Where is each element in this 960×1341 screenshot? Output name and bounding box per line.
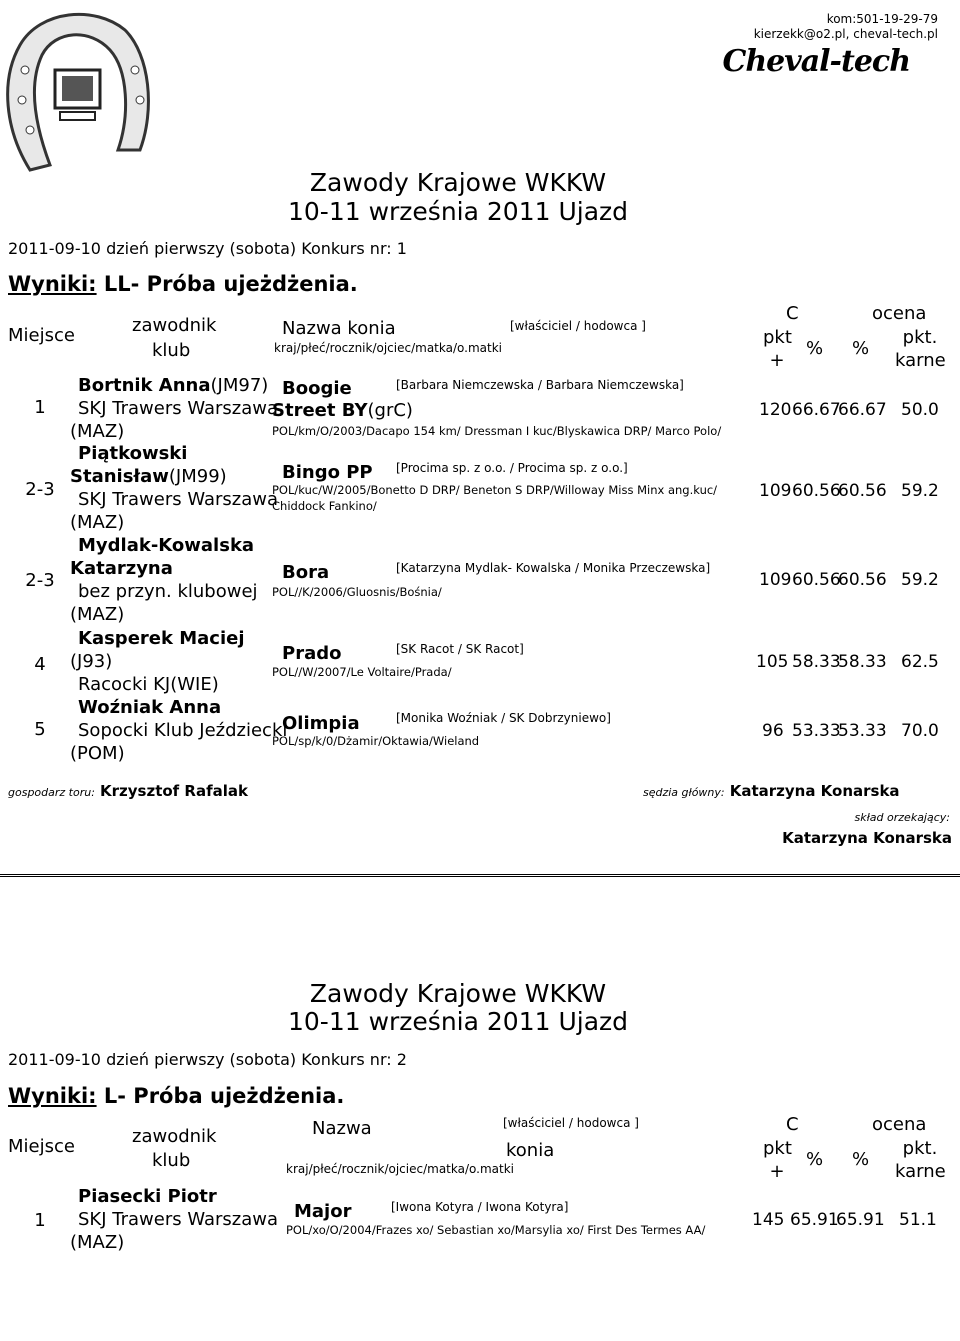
row-horse: Bingo PP (282, 462, 373, 483)
row-pct1: 65.91 (790, 1210, 839, 1230)
row-owner: [Iwona Kotyra / Iwona Kotyra] (391, 1200, 569, 1214)
row-pct1: 53.33 (792, 721, 841, 741)
row-info: POL//K/2006/Gluosnis/Bośnia/ (272, 585, 442, 599)
row-pkt: 109 (759, 570, 792, 590)
competition-date-place: 10-11 września 2011 Ujazd (287, 1007, 629, 1036)
col-ocena: ocena (872, 1114, 927, 1135)
sklad-label: skład orzekający: (854, 811, 950, 824)
row-karne: 59.2 (901, 481, 939, 501)
sklad-name: Katarzyna Konarska (782, 829, 952, 847)
day-line: 2011-09-10 dzień pierwszy (sobota) Konkurs nr: 2 (8, 1050, 407, 1069)
row-place: 2-3 (25, 479, 55, 500)
row-place: 2-3 (25, 570, 55, 591)
row-info-line2: Chiddock Fankino/ (272, 499, 377, 513)
row-pct2: 60.56 (838, 481, 887, 501)
row-rider: Mydlak-Kowalska Katarzyna bez przyn. klubowej (MAZ) (70, 535, 258, 625)
row-pct2: 53.33 (838, 721, 887, 741)
row-rider: Bortnik Anna(JM97) SKJ Trawers Warszawa (MAZ) (70, 375, 279, 442)
row-pkt: 120 (759, 400, 792, 420)
col-nazwa-konia: Nazwa konia (282, 318, 396, 339)
contact-emails: kierzekk@o2.pl, cheval-tech.pl (753, 27, 938, 41)
section-divider (0, 874, 960, 877)
col-zawodnik: zawodnik (132, 1126, 217, 1147)
row-pkt: 96 (762, 721, 784, 741)
row-pct1: 60.56 (792, 570, 841, 590)
row-rider: Kasperek Maciej (J93) Racocki KJ(WIE) (70, 628, 245, 695)
row-info: POL/sp/k/0/Dżamir/Oktawia/Wieland (272, 734, 480, 748)
row-info: POL/xo/O/2004/Frazes xo/ Sebastian xo/Marsylia xo/ First Des Termes AA/ (286, 1223, 706, 1237)
col-pct2: % (852, 338, 870, 359)
row-horse: Major (294, 1201, 352, 1222)
row-owner: [Barbara Niemczewska / Barbara Niemczewska] (396, 378, 684, 392)
col-zawodnik: zawodnik (132, 315, 217, 336)
row-karne: 51.1 (899, 1210, 937, 1230)
row-pct1: 66.67 (792, 400, 841, 420)
col-wlasciciel: [właściciel / hodowca ] (503, 1116, 639, 1130)
row-rider: Woźniak Anna Sopocki Klub Jeździecki (POM) (70, 697, 288, 764)
row-info: POL/kuc/W/2005/Bonetto D DRP/ Beneton S DRP/Willoway Miss Minx ang.kuc/ (272, 483, 718, 497)
row-owner: [SK Racot / SK Racot] (396, 642, 524, 656)
row-pct2: 66.67 (838, 400, 887, 420)
row-pct1: 58.33 (792, 652, 841, 672)
row-pct2: 58.33 (838, 652, 887, 672)
competition-title: Zawody Krajowe WKKW (309, 979, 607, 1008)
col-kraj: kraj/płeć/rocznik/ojciec/matka/o.matki (274, 341, 502, 355)
row-pct1: 60.56 (792, 481, 841, 501)
row-horse: Bora (282, 562, 330, 583)
col-konia: konia (506, 1140, 555, 1161)
col-miejsce: Miejsce (8, 1136, 75, 1157)
horseshoe-logo-icon (0, 0, 160, 180)
row-owner: [Katarzyna Mydlak- Kowalska / Monika Przeczewska] (396, 561, 711, 575)
row-pct2: 65.91 (836, 1210, 885, 1230)
row-karne: 70.0 (901, 721, 939, 741)
col-c: C (786, 303, 799, 324)
gospodarz-toru: gospodarz toru: Krzysztof Rafalak (8, 782, 248, 800)
col-pct1: % (806, 338, 824, 359)
results-heading: Wyniki: LL- Próba ujeżdżenia. (8, 272, 358, 296)
col-pkt-plus: pkt + (763, 1138, 792, 1182)
col-miejsce: Miejsce (8, 325, 75, 346)
row-karne: 50.0 (901, 400, 939, 420)
col-pct1: % (806, 1149, 824, 1170)
row-owner: [Monika Woźniak / SK Dobrzyniewo] (396, 711, 611, 725)
col-klub: klub (152, 340, 191, 361)
col-wlasciciel: [właściciel / hodowca ] (510, 319, 646, 333)
day-line: 2011-09-10 dzień pierwszy (sobota) Konkurs nr: 1 (8, 239, 407, 258)
row-info: POL//W/2007/Le Voltaire/Prada/ (272, 665, 452, 679)
results-heading: Wyniki: L- Próba ujeżdżenia. (8, 1084, 345, 1108)
row-karne: 59.2 (901, 570, 939, 590)
row-pct2: 60.56 (838, 570, 887, 590)
competition-date-place: 10-11 września 2011 Ujazd (287, 197, 629, 226)
col-kraj: kraj/płeć/rocznik/ojciec/matka/o.matki (286, 1162, 514, 1176)
brand-logo: Cheval-tech (722, 44, 910, 79)
row-horse: Boogie (282, 378, 352, 399)
col-c: C (786, 1114, 799, 1135)
row-info: POL/km/O/2003/Dacapo 154 km/ Dressman I kuc/Blyskawica DRP/ Marco Polo/ (272, 424, 722, 438)
col-pkt-karne: pkt. karne (895, 327, 946, 371)
row-horse: Olimpia (282, 713, 360, 734)
row-place: 1 (34, 1210, 46, 1231)
col-ocena: ocena (872, 303, 927, 324)
row-horse-line2: Street BY(grC) (272, 400, 413, 421)
row-pkt: 145 (752, 1210, 785, 1230)
col-klub: klub (152, 1150, 191, 1171)
row-pkt: 109 (759, 481, 792, 501)
competition-title: Zawody Krajowe WKKW (309, 168, 607, 197)
col-pct2: % (852, 1149, 870, 1170)
sedzia-glowny: sędzia główny: Katarzyna Konarska (643, 782, 900, 800)
row-rider: Piątkowski Stanisław(JM99) SKJ Trawers Warszawa (MAZ) (70, 443, 279, 533)
row-place: 5 (34, 719, 46, 740)
row-horse: Prado (282, 643, 342, 664)
row-owner: [Procima sp. z o.o. / Procima sp. z o.o.] (396, 461, 628, 475)
row-place: 1 (34, 397, 46, 418)
contact-phone: kom:501-19-29-79 (826, 12, 938, 26)
row-pkt: 105 (756, 652, 789, 672)
row-place: 4 (34, 654, 46, 675)
row-rider: Piasecki Piotr SKJ Trawers Warszawa (MAZ) (70, 1186, 279, 1253)
row-karne: 62.5 (901, 652, 939, 672)
col-pkt-karne: pkt. karne (895, 1138, 946, 1182)
col-nazwa: Nazwa (312, 1118, 372, 1139)
col-pkt-plus: pkt + (763, 327, 792, 371)
